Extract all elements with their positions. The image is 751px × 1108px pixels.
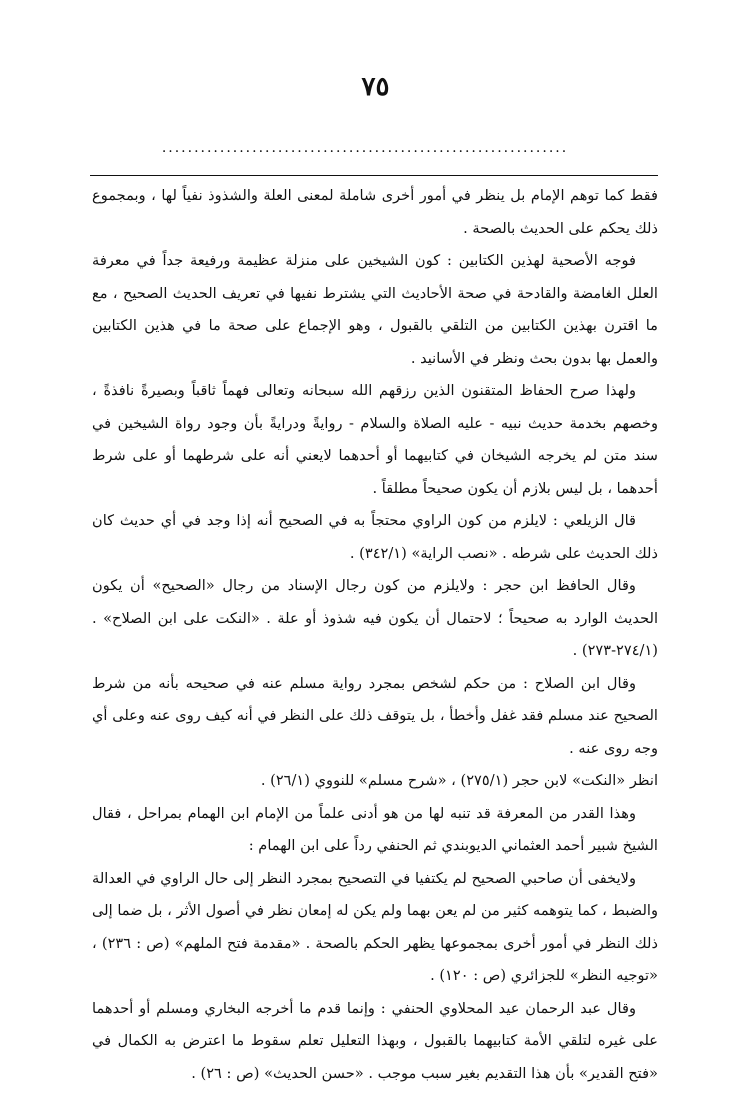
footnote-body: [92, 180, 658, 1090]
paragraph-7: انظر «النكت» لابن حجر (٢٧٥/١) ، «شرح مسلم» للنووي (٢٦/١) .: [260, 772, 658, 789]
paragraph-10: وقال عبد الرحمان عيد المحلاوي الحنفي : وإنما قدم ما أخرجه البخاري ومسلم أو أحدهما على غيره لتلقي الأمة كتابيهما بالقبول ، وبهذا التعليل تعلم سقوط ما اعترض به الكمال في «فتح القدير» بأن هذا التقديم بغير سبب موجب . «حسن الحديث» (ص : ٢٦) .: [92, 999, 658, 1082]
paragraph-8: وهذا القدر من المعرفة قد تنبه لها من هو أدنى علماً من الإمام ابن الهمام بمراحل ، فقال الشيخ شبير أحمد العثماني الديوبندي ثم الحنفي رداً على ابن الهمام :: [92, 804, 658, 854]
paragraph-6: وقال ابن الصلاح : من حكم لشخص بمجرد رواية مسلم عنه في صحيحه بأنه من شرط الصحيح عند مسلم فقد غفل وأخطأ ، بل يتوقف ذلك على النظر في أنه كيف روى عنه وعلى أي وجه روى عنه .: [92, 674, 658, 757]
paragraph-5: وقال الحافظ ابن حجر : ولايلزم من كون رجال الإسناد من رجال «الصحيح» أن يكون الحديث الوارد به صحيحاً ؛ لاحتمال أن يكون فيه شذوذ أو علة . «النكت على ابن الصلاح» . (٢٧٤/١-٢٧٣) .: [92, 577, 658, 659]
paragraph-3: ولهذا صرح الحفاظ المتقنون الذين رزقهم الله سبحانه وتعالى فهماً ثاقباً وبصيرةً نافذةً ، وخصهم بخدمة حديث نبيه - عليه الصلاة والسلام - روايةً ودرايةً بأن وجود رواة الشيخين في سند متن لم يخرجه الشيخان في كتابيهما أو أحدهما لايعني أنه على شرطهما أو على شرط أحدهما ، بل ليس بلازم أن يكون صحيحاً مطلقاً .: [92, 382, 658, 497]
paragraph-4: قال الزيلعي : لايلزم من كون الراوي محتجاً به في الصحيح أنه إذا وجد في أي حديث كان ذلك الحديث على شرطه . «نصب الراية» (٣٤٢/١) .: [92, 512, 658, 562]
page-number: ٧٥: [361, 72, 390, 102]
paragraph-2: فوجه الأصحية لهذين الكتابين : كون الشيخين على منزلة عظيمة ورفيعة جداً في معرفة العلل الغامضة والقادحة في صحة الأحاديث التي يشترط نفيها في تعريف الحديث الصحيح ، مع ما اقترن بهذين الكتابين من التلقي بالقبول ، وهو الإجماع على صحة ما في هذين الكتابين والعمل بها بدون بحث ونظر في الأسانيد .: [92, 252, 658, 367]
footnote-rule: [90, 175, 658, 176]
dotted-separator: ...............................................................: [161, 140, 569, 156]
paragraph-9: ولايخفى أن صاحبي الصحيح لم يكتفيا في التصحيح بمجرد النظر إلى حال الراوي في العدالة والضبط ، كما يتوهمه كثير من لم يعن بهما ولم يكن له إمعان نظر في أصول الأثر ، بل ضما إلى ذلك النظر في أمور أخرى بمجموعها يظهر الحكم بالصحة . «مقدمة فتح الملهم» (ص : ٢٣٦) ، «توجيه النظر» للجزائري (ص : ١٢٠) .: [92, 869, 658, 984]
paragraph-1: فقط كما توهم الإمام بل ينظر في أمور أخرى شاملة لمعنى العلة والشذوذ نفياً لها ، وبمجموع ذلك يحكم على الحديث بالصحة .: [92, 187, 658, 237]
